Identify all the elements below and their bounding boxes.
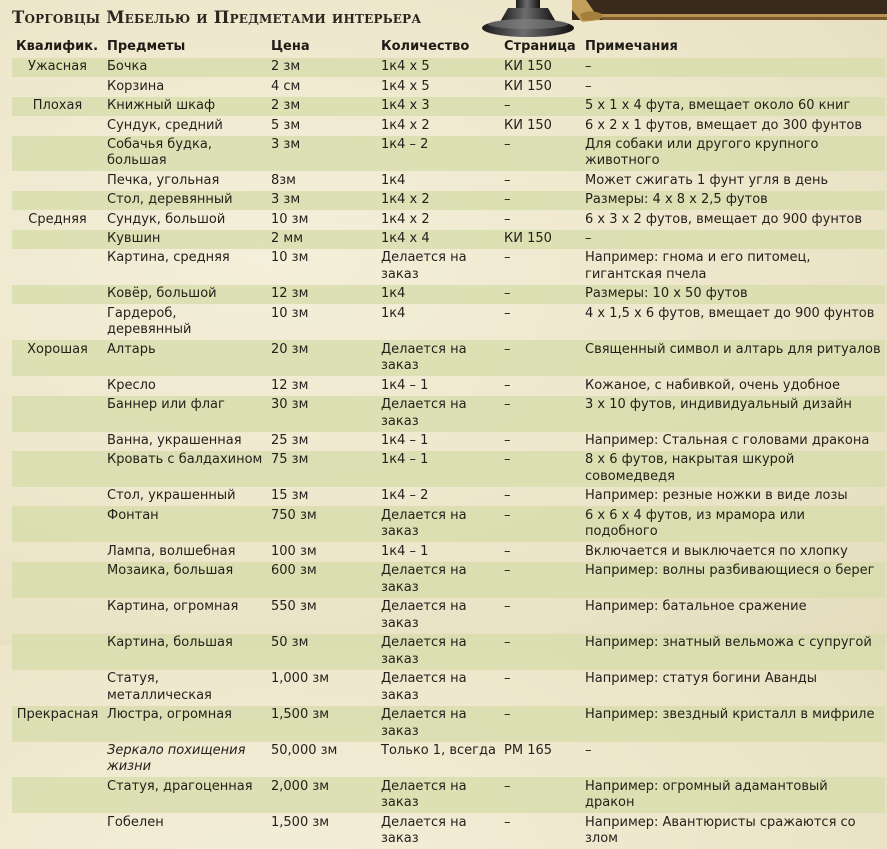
cell-page: – (500, 506, 581, 542)
table-row (12, 432, 885, 451)
table-row (12, 562, 885, 598)
cell-price: 2,000 зм (267, 777, 377, 813)
cell-quantity: 1к4 х 2 (381, 211, 430, 227)
cell-item: Стол, украшенный (107, 488, 236, 504)
cell-page: РМ 165 (504, 742, 553, 758)
table-row (12, 191, 885, 210)
cell-notes: Размеры: 4 х 8 х 2,5 футов (581, 191, 885, 210)
cell-quantity: 1к4 (381, 172, 406, 188)
cell-page: КИ 150 (504, 117, 552, 133)
cell-price: 12 зм (267, 285, 377, 304)
cell-price: 50 зм (267, 634, 377, 670)
cell-quantity: Делается на заказ (377, 706, 500, 742)
cell-notes: Включается и выключается по хлопку (585, 543, 848, 559)
table-row (12, 304, 885, 340)
cell-notes: – (581, 58, 885, 77)
cell-item: Корзина (107, 78, 165, 94)
cell-quantity: 1к4 – 1 (381, 377, 429, 393)
cell-page: – (504, 211, 511, 227)
cell-quality (12, 562, 103, 598)
table-body (12, 58, 885, 849)
cell-price: 100 зм (271, 543, 317, 559)
cell-quantity: 1к4 х 5 (377, 58, 500, 77)
cell-quantity: Делается на заказ (381, 599, 467, 631)
cell-quality (12, 670, 103, 706)
table-row (12, 670, 885, 706)
cell-page: – (504, 543, 511, 559)
cell-quantity: 1к4 х 3 (377, 97, 500, 116)
table-row (12, 706, 885, 742)
cell-page: – (504, 377, 511, 393)
cell-item: Кресло (107, 377, 156, 393)
cell-page: КИ 150 (500, 58, 581, 77)
cell-item: Люстра, огромная (103, 706, 267, 742)
table-header-row (12, 38, 885, 58)
cell-notes: Например: огромный адамантовый дракон (581, 777, 885, 813)
cell-quality: Плохая (12, 97, 103, 116)
table-row (12, 542, 885, 561)
cell-quantity: Делается на заказ (377, 396, 500, 432)
cell-page: – (500, 97, 581, 116)
table-row (12, 97, 885, 116)
cell-item: Ковёр, большой (103, 285, 267, 304)
cell-quality: Хорошая (12, 340, 103, 376)
cell-item: Собачья будка, большая (103, 136, 267, 172)
cell-page: – (500, 706, 581, 742)
cell-quantity: 1к4 (377, 285, 500, 304)
cell-page: – (504, 305, 511, 321)
table-row (12, 634, 885, 670)
cell-item: Сундук, средний (107, 117, 223, 133)
cell-notes: 5 х 1 х 4 фута, вмещает около 60 книг (581, 97, 885, 116)
cell-notes: Например: звездный кристалл в мифриле (581, 706, 885, 742)
cell-item: Стол, деревянный (103, 191, 267, 210)
cell-item: Баннер или флаг (103, 396, 267, 432)
cell-notes: Например: гнома и его питомец, гигантская пчела (585, 250, 811, 282)
cell-item: Печка, угольная (107, 172, 220, 188)
column-header-page: Страница (504, 39, 576, 55)
cell-item: Картина, большая (103, 634, 267, 670)
furniture-traders-table (12, 38, 885, 849)
cell-quantity: 1к4 – 1 (377, 451, 500, 487)
cell-notes: Например: знатный вельможа с супругой (581, 634, 885, 670)
cell-notes: Например: резные ножки в виде лозы (585, 488, 848, 504)
cell-item: Статуя, металлическая (107, 670, 212, 703)
cell-quality (12, 634, 103, 670)
cell-price: 3 зм (267, 136, 377, 172)
cell-page: – (500, 451, 581, 487)
cell-page: – (504, 250, 511, 266)
cell-price: 4 см (271, 78, 301, 94)
cell-notes: Например: Авантюристы сражаются со злом (585, 814, 856, 847)
cell-price: 12 зм (271, 377, 309, 393)
cell-price: 750 зм (267, 506, 377, 542)
cell-quantity: 1к4 – 1 (381, 432, 429, 448)
cell-notes: Священный символ и алтарь для ритуалов (581, 340, 885, 376)
cell-item: Лампа, волшебная (107, 543, 236, 559)
table-row (12, 171, 885, 190)
cell-item: Зеркало похищения жизни (107, 742, 246, 775)
cell-quantity: Делается на заказ (381, 670, 467, 703)
table-row (12, 598, 885, 634)
cell-quality (12, 136, 103, 172)
cell-notes: – (585, 78, 592, 94)
table-row (12, 249, 885, 285)
cell-page: – (500, 562, 581, 598)
cell-item: Гобелен (107, 814, 164, 830)
table-row (12, 376, 885, 395)
cell-item: Ванна, украшенная (107, 432, 242, 448)
cell-quality (12, 777, 103, 813)
cell-notes: 6 х 3 х 2 футов, вмещает до 900 фунтов (585, 211, 863, 227)
cell-quality (12, 506, 103, 542)
cell-item: Бочка (103, 58, 267, 77)
column-header-quality: Квалифик. (16, 39, 99, 55)
cell-page: – (504, 670, 511, 686)
cell-quality (12, 304, 103, 340)
cell-notes: 4 х 1,5 х 6 футов, вмещает до 900 фунтов (585, 305, 875, 321)
cell-quantity: Делается на заказ (377, 506, 500, 542)
cell-quality (12, 742, 103, 778)
column-header-items: Предметы (107, 39, 186, 55)
cell-quality (12, 77, 103, 96)
cell-quantity: 1к4 (381, 305, 406, 321)
table-row (12, 285, 885, 304)
cell-item: Статуя, драгоценная (103, 777, 267, 813)
pedestal-icon (480, 0, 576, 40)
cell-item: Кровать с балдахином (103, 451, 267, 487)
table-row (12, 340, 885, 376)
cell-notes: Например: волны разбивающиеся о берег (581, 562, 885, 598)
cell-price: 75 зм (267, 451, 377, 487)
cell-quantity: 1к4 – 2 (381, 488, 429, 504)
cell-price: 1,500 зм (267, 706, 377, 742)
table-row (12, 742, 885, 778)
table-row (12, 136, 885, 172)
cell-page: – (504, 599, 511, 615)
cell-notes: Для собаки или другого крупного животного (581, 136, 885, 172)
cell-quantity: Делается на заказ (377, 777, 500, 813)
cell-page: КИ 150 (504, 78, 552, 94)
cell-price: 1,000 зм (271, 670, 330, 686)
cell-page: – (504, 432, 511, 448)
table-row (12, 230, 885, 249)
table-row (12, 487, 885, 506)
cell-price: 50,000 зм (271, 742, 338, 758)
cell-item: Картина, огромная (107, 599, 239, 615)
table-row (12, 451, 885, 487)
cell-quality (12, 230, 103, 249)
cell-quality (12, 542, 103, 561)
cell-item: Гардероб, деревянный (107, 305, 192, 338)
page-title: Торговцы Мебелью и Предметами интерьера (12, 8, 422, 27)
cell-price: 2 мм (267, 230, 377, 249)
cell-quality (12, 396, 103, 432)
table-row (12, 777, 885, 813)
cell-item: Фонтан (103, 506, 267, 542)
cell-quality (12, 598, 103, 634)
cell-price: 10 зм (271, 305, 309, 321)
cell-item: Сундук, большой (107, 211, 226, 227)
table-row (12, 58, 885, 77)
column-header-quantity: Количество (381, 39, 470, 55)
cell-price: 2 зм (267, 58, 377, 77)
cell-price: 3 зм (267, 191, 377, 210)
cell-item: Кувшин (103, 230, 267, 249)
cell-quality (12, 171, 103, 190)
cell-page: – (500, 777, 581, 813)
cell-quantity: 1к4 х 2 (381, 117, 430, 133)
cell-quantity: Делается на заказ (381, 250, 467, 282)
ornate-frame-icon (572, 0, 887, 24)
cell-quality (12, 376, 103, 395)
cell-quantity: Делается на заказ (377, 340, 500, 376)
cell-item: Мозаика, большая (103, 562, 267, 598)
cell-page: – (504, 488, 511, 504)
cell-page: – (500, 285, 581, 304)
cell-price: 600 зм (267, 562, 377, 598)
cell-notes: 6 х 2 х 1 футов, вмещает до 300 фунтов (585, 117, 863, 133)
cell-quality (12, 249, 103, 285)
cell-page: – (504, 172, 511, 188)
cell-price: 25 зм (271, 432, 309, 448)
cell-page: КИ 150 (500, 230, 581, 249)
cell-notes: 6 х 6 х 4 футов, из мрамора или подобного (581, 506, 885, 542)
cell-quality (12, 813, 103, 849)
cell-page: – (500, 136, 581, 172)
cell-page: – (500, 191, 581, 210)
table-row (12, 116, 885, 135)
column-header-price: Цена (271, 39, 310, 55)
cell-notes: 3 х 10 футов, индивидуальный дизайн (581, 396, 885, 432)
table-row (12, 396, 885, 432)
cell-item: Картина, средняя (107, 250, 230, 266)
column-header-notes: Примечания (585, 39, 678, 55)
cell-quality: Ужасная (12, 58, 103, 77)
cell-price: 2 зм (267, 97, 377, 116)
cell-quality (12, 116, 103, 135)
cell-item: Алтарь (103, 340, 267, 376)
cell-quality (12, 285, 103, 304)
cell-quality (12, 487, 103, 506)
cell-quantity: 1к4 х 4 (377, 230, 500, 249)
cell-price: 8зм (271, 172, 296, 188)
cell-quantity: Делается на заказ (377, 562, 500, 598)
cell-quantity: 1к4 – 2 (377, 136, 500, 172)
cell-quality: Прекрасная (12, 706, 103, 742)
table-row (12, 506, 885, 542)
cell-notes: Может сжигать 1 фунт угля в день (585, 172, 829, 188)
cell-notes: 8 х 6 футов, накрытая шкурой совомедведя (581, 451, 885, 487)
cell-quality (12, 191, 103, 210)
cell-notes: – (585, 742, 592, 758)
cell-price: 10 зм (271, 211, 309, 227)
cell-notes: Например: Стальная с головами дракона (585, 432, 870, 448)
cell-notes: Кожаное, с набивкой, очень удобное (585, 377, 840, 393)
cell-notes: Размеры: 10 х 50 футов (581, 285, 885, 304)
cell-quantity: 1к4 х 5 (381, 78, 430, 94)
cell-quality (12, 451, 103, 487)
cell-notes: Например: батальное сражение (585, 599, 807, 615)
cell-quantity: Только 1, всегда (381, 742, 496, 758)
cell-notes: Например: статуя богини Аванды (585, 670, 818, 686)
table-row (12, 813, 885, 849)
table-row (12, 210, 885, 229)
cell-quantity: Делается на заказ (381, 814, 467, 847)
cell-page: – (500, 396, 581, 432)
cell-price: 1,500 зм (271, 814, 330, 830)
cell-quality (12, 432, 103, 451)
cell-price: 30 зм (267, 396, 377, 432)
table-row (12, 77, 885, 96)
cell-page: – (504, 814, 511, 830)
cell-page: – (500, 340, 581, 376)
cell-price: 5 зм (271, 117, 301, 133)
cell-quality: Средняя (28, 211, 87, 227)
cell-item: Книжный шкаф (103, 97, 267, 116)
cell-price: 15 зм (271, 488, 309, 504)
cell-quantity: 1к4 – 1 (381, 543, 429, 559)
cell-page: – (500, 634, 581, 670)
cell-price: 10 зм (271, 250, 309, 266)
cell-price: 550 зм (271, 599, 317, 615)
cell-quantity: 1к4 х 2 (377, 191, 500, 210)
cell-notes: – (581, 230, 885, 249)
cell-quantity: Делается на заказ (377, 634, 500, 670)
cell-price: 20 зм (267, 340, 377, 376)
